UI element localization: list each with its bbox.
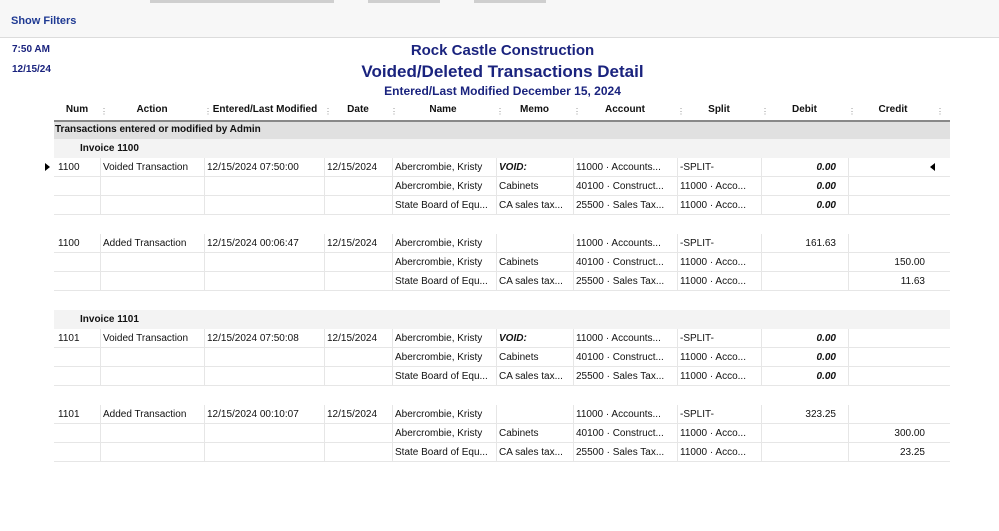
cell-divider xyxy=(100,367,101,386)
cell-divider xyxy=(392,329,393,348)
block-spacer xyxy=(54,291,950,310)
cell-num: 1100 xyxy=(58,238,80,249)
cell-divider xyxy=(573,234,574,253)
cell-divider xyxy=(204,405,205,424)
cell-date: 12/15/2024 xyxy=(327,333,378,344)
cell-divider xyxy=(204,234,205,253)
cell-split: 11000 · Acco... xyxy=(680,371,746,382)
cell-divider xyxy=(392,405,393,424)
cell-debit: 0.00 xyxy=(816,371,836,382)
cell-divider xyxy=(496,367,497,386)
cell-divider xyxy=(392,443,393,462)
cell-date: 12/15/2024 xyxy=(327,409,378,420)
column-header-credit[interactable]: Credit xyxy=(878,104,908,115)
cell-divider xyxy=(204,443,205,462)
column-resize-handle[interactable]: ⋮ xyxy=(573,107,581,116)
cell-account: 40100 · Construct... xyxy=(576,257,664,268)
cell-name: State Board of Equ... xyxy=(395,200,488,211)
cell-divider xyxy=(392,234,393,253)
cell-divider xyxy=(677,424,678,443)
cell-divider xyxy=(100,405,101,424)
show-filters-link[interactable]: Show Filters xyxy=(11,15,77,27)
cell-num: 1100 xyxy=(58,162,80,173)
cell-debit: 161.63 xyxy=(805,238,836,249)
cell-divider xyxy=(496,196,497,215)
cell-debit: 0.00 xyxy=(816,200,836,211)
cell-divider xyxy=(761,443,762,462)
cell-divider xyxy=(496,234,497,253)
row-pointer-left-icon xyxy=(45,163,50,171)
invoice-group-header: Invoice 1100 xyxy=(54,139,950,158)
cell-divider xyxy=(677,405,678,424)
cell-divider xyxy=(324,367,325,386)
cell-account: 25500 · Sales Tax... xyxy=(576,200,665,211)
cell-name: Abercrombie, Kristy xyxy=(395,333,483,344)
cell-name: Abercrombie, Kristy xyxy=(395,181,483,192)
cell-divider xyxy=(677,443,678,462)
cell-account: 11000 · Accounts... xyxy=(576,162,661,173)
cell-split: -SPLIT- xyxy=(680,238,714,249)
cell-action: Added Transaction xyxy=(103,409,187,420)
table-row[interactable] xyxy=(54,177,950,196)
table-row[interactable] xyxy=(54,196,950,215)
column-header-date[interactable]: Date xyxy=(347,104,369,115)
column-header-split[interactable]: Split xyxy=(708,104,730,115)
cell-divider xyxy=(677,234,678,253)
cell-divider xyxy=(573,405,574,424)
column-resize-handle[interactable]: ⋮ xyxy=(100,107,108,116)
cell-divider xyxy=(573,253,574,272)
cell-divider xyxy=(496,348,497,367)
cell-name: State Board of Equ... xyxy=(395,447,488,458)
cell-debit: 0.00 xyxy=(816,333,836,344)
cell-account: 11000 · Accounts... xyxy=(576,409,661,420)
table-row[interactable] xyxy=(54,329,950,348)
cell-divider xyxy=(324,272,325,291)
cell-divider xyxy=(324,158,325,177)
cell-account: 25500 · Sales Tax... xyxy=(576,447,665,458)
cell-divider xyxy=(324,424,325,443)
block-spacer xyxy=(54,386,950,405)
invoice-group-header: Invoice 1101 xyxy=(54,310,950,329)
cell-divider xyxy=(573,348,574,367)
cell-credit: 300.00 xyxy=(894,428,925,439)
cell-divider xyxy=(100,329,101,348)
cell-split: 11000 · Acco... xyxy=(680,428,746,439)
cell-divider xyxy=(204,158,205,177)
cell-divider xyxy=(204,177,205,196)
cell-action: Added Transaction xyxy=(103,238,187,249)
column-resize-handle[interactable]: ⋮ xyxy=(677,107,685,116)
cell-entered: 12/15/2024 07:50:00 xyxy=(207,162,299,173)
cell-divider xyxy=(677,158,678,177)
cell-divider xyxy=(761,253,762,272)
row-pointer-right-icon xyxy=(930,163,935,171)
cell-divider xyxy=(573,329,574,348)
cell-divider xyxy=(573,196,574,215)
cell-split: 11000 · Acco... xyxy=(680,447,746,458)
cell-divider xyxy=(496,424,497,443)
cell-divider xyxy=(392,424,393,443)
cell-divider xyxy=(204,424,205,443)
cell-divider xyxy=(100,234,101,253)
cell-date: 12/15/2024 xyxy=(327,238,378,249)
cell-account: 40100 · Construct... xyxy=(576,352,664,363)
cell-divider xyxy=(204,272,205,291)
cell-credit: 11.63 xyxy=(900,276,925,287)
cell-divider xyxy=(324,177,325,196)
table-row[interactable] xyxy=(54,158,950,177)
cell-name: State Board of Equ... xyxy=(395,371,488,382)
cell-credit: 150.00 xyxy=(894,257,925,268)
cell-divider xyxy=(324,348,325,367)
cell-divider xyxy=(848,348,849,367)
cell-divider xyxy=(100,196,101,215)
cell-memo: Cabinets xyxy=(499,181,539,192)
cell-divider xyxy=(324,196,325,215)
column-resize-handle[interactable]: ⋮ xyxy=(390,107,398,116)
cell-divider xyxy=(100,272,101,291)
cell-divider xyxy=(677,367,678,386)
report-date: 12/15/24 xyxy=(12,64,51,75)
cell-split: 11000 · Acco... xyxy=(680,257,746,268)
cell-divider xyxy=(496,177,497,196)
column-resize-handle[interactable]: ⋮ xyxy=(761,107,769,116)
cell-divider xyxy=(496,272,497,291)
cell-divider xyxy=(496,158,497,177)
table-row[interactable] xyxy=(54,424,950,443)
cell-name: Abercrombie, Kristy xyxy=(395,428,483,439)
cell-divider xyxy=(392,367,393,386)
column-resize-handle[interactable]: ⋮ xyxy=(848,107,856,116)
column-header-memo[interactable]: Memo xyxy=(520,104,549,115)
cell-memo: CA sales tax... xyxy=(499,371,563,382)
cell-credit: 23.25 xyxy=(899,447,925,458)
table-row[interactable] xyxy=(54,253,950,272)
cell-divider xyxy=(848,329,849,348)
cell-divider xyxy=(573,424,574,443)
report-subtitle: Entered/Last Modified December 15, 2024 xyxy=(384,84,621,98)
column-header-account[interactable]: Account xyxy=(605,104,645,115)
cell-divider xyxy=(100,177,101,196)
cell-divider xyxy=(677,196,678,215)
cell-divider xyxy=(677,329,678,348)
cell-divider xyxy=(392,196,393,215)
cell-memo: VOID: xyxy=(499,162,527,173)
cell-num: 1101 xyxy=(58,333,80,344)
cell-divider xyxy=(100,253,101,272)
column-resize-handle[interactable]: ⋮ xyxy=(496,107,504,116)
cell-divider xyxy=(392,272,393,291)
cell-name: Abercrombie, Kristy xyxy=(395,162,483,173)
column-resize-handle[interactable]: ⋮ xyxy=(936,107,944,116)
cell-divider xyxy=(100,443,101,462)
column-header-debit[interactable]: Debit xyxy=(792,104,817,115)
cell-split: 11000 · Acco... xyxy=(680,276,746,287)
cell-memo: CA sales tax... xyxy=(499,276,563,287)
cell-num: 1101 xyxy=(58,409,80,420)
report-toolbar xyxy=(0,0,999,38)
block-spacer xyxy=(54,215,950,234)
cell-account: 11000 · Accounts... xyxy=(576,333,661,344)
cell-divider xyxy=(100,158,101,177)
table-row[interactable] xyxy=(54,348,950,367)
cell-memo: CA sales tax... xyxy=(499,447,563,458)
cell-memo: Cabinets xyxy=(499,257,539,268)
cell-divider xyxy=(100,348,101,367)
cell-divider xyxy=(677,253,678,272)
cell-split: 11000 · Acco... xyxy=(680,200,746,211)
cell-divider xyxy=(324,405,325,424)
cell-divider xyxy=(204,253,205,272)
report-title: Voided/Deleted Transactions Detail xyxy=(361,62,644,81)
company-name: Rock Castle Construction xyxy=(410,42,595,59)
cell-account: 25500 · Sales Tax... xyxy=(576,371,665,382)
section-header: Transactions entered or modified by Admin xyxy=(54,122,950,139)
table-row[interactable] xyxy=(54,367,950,386)
cell-divider xyxy=(848,177,849,196)
cell-memo: VOID: xyxy=(499,333,527,344)
cell-memo: Cabinets xyxy=(499,428,539,439)
cell-divider xyxy=(204,329,205,348)
cell-date: 12/15/2024 xyxy=(327,162,378,173)
cell-debit: 0.00 xyxy=(816,352,836,363)
cell-divider xyxy=(324,329,325,348)
cell-divider xyxy=(848,367,849,386)
cell-name: State Board of Equ... xyxy=(395,276,488,287)
cell-divider xyxy=(496,443,497,462)
cell-entered: 12/15/2024 00:06:47 xyxy=(207,238,299,249)
cell-entered: 12/15/2024 07:50:08 xyxy=(207,333,299,344)
cell-divider xyxy=(496,405,497,424)
cell-name: Abercrombie, Kristy xyxy=(395,409,483,420)
cell-name: Abercrombie, Kristy xyxy=(395,238,483,249)
cell-divider xyxy=(573,177,574,196)
cell-divider xyxy=(573,367,574,386)
column-resize-handle[interactable]: ⋮ xyxy=(324,107,332,116)
cell-divider xyxy=(204,196,205,215)
cell-split: 11000 · Acco... xyxy=(680,181,746,192)
cell-divider xyxy=(324,234,325,253)
table-row[interactable] xyxy=(54,443,950,462)
column-header-action[interactable]: Action xyxy=(136,104,168,115)
cell-divider xyxy=(392,177,393,196)
cell-debit: 323.25 xyxy=(805,409,836,420)
cell-divider xyxy=(392,253,393,272)
cell-debit: 0.00 xyxy=(816,162,836,173)
cell-divider xyxy=(392,158,393,177)
cell-divider xyxy=(100,424,101,443)
cell-debit: 0.00 xyxy=(816,181,836,192)
table-row[interactable] xyxy=(54,234,950,253)
cell-divider xyxy=(677,177,678,196)
cell-divider xyxy=(496,253,497,272)
cell-split: -SPLIT- xyxy=(680,333,714,344)
table-row[interactable] xyxy=(54,272,950,291)
cell-divider xyxy=(761,272,762,291)
cell-name: Abercrombie, Kristy xyxy=(395,352,483,363)
cell-divider xyxy=(573,158,574,177)
column-resize-handle[interactable]: ⋮ xyxy=(204,107,212,116)
cell-split: -SPLIT- xyxy=(680,162,714,173)
cell-account: 25500 · Sales Tax... xyxy=(576,276,665,287)
cell-memo: Cabinets xyxy=(499,352,539,363)
column-header-entered[interactable]: Entered/Last Modified xyxy=(212,104,318,115)
table-row[interactable] xyxy=(54,405,950,424)
cell-account: 40100 · Construct... xyxy=(576,428,664,439)
report-table xyxy=(54,101,950,481)
cell-divider xyxy=(392,348,393,367)
cell-split: -SPLIT- xyxy=(680,409,714,420)
column-header-row xyxy=(54,101,950,122)
cell-divider xyxy=(848,405,849,424)
cell-split: 11000 · Acco... xyxy=(680,352,746,363)
column-header-name[interactable]: Name xyxy=(429,104,457,115)
block-spacer xyxy=(54,462,950,481)
cell-account: 11000 · Accounts... xyxy=(576,238,661,249)
cell-divider xyxy=(761,424,762,443)
cell-divider xyxy=(324,253,325,272)
report-body xyxy=(54,122,950,481)
cell-action: Voided Transaction xyxy=(103,333,189,344)
cell-divider xyxy=(848,158,849,177)
cell-divider xyxy=(204,367,205,386)
cell-memo: CA sales tax... xyxy=(499,200,563,211)
cell-divider xyxy=(573,443,574,462)
column-header-num[interactable]: Num xyxy=(65,104,89,115)
cell-action: Voided Transaction xyxy=(103,162,189,173)
cell-divider xyxy=(677,272,678,291)
cell-divider xyxy=(324,443,325,462)
cell-divider xyxy=(204,348,205,367)
cell-divider xyxy=(496,329,497,348)
cell-divider xyxy=(573,272,574,291)
report-time: 7:50 AM xyxy=(12,44,50,55)
cell-divider xyxy=(848,196,849,215)
cell-divider xyxy=(848,234,849,253)
cell-divider xyxy=(677,348,678,367)
cell-entered: 12/15/2024 00:10:07 xyxy=(207,409,299,420)
cell-account: 40100 · Construct... xyxy=(576,181,664,192)
cell-name: Abercrombie, Kristy xyxy=(395,257,483,268)
